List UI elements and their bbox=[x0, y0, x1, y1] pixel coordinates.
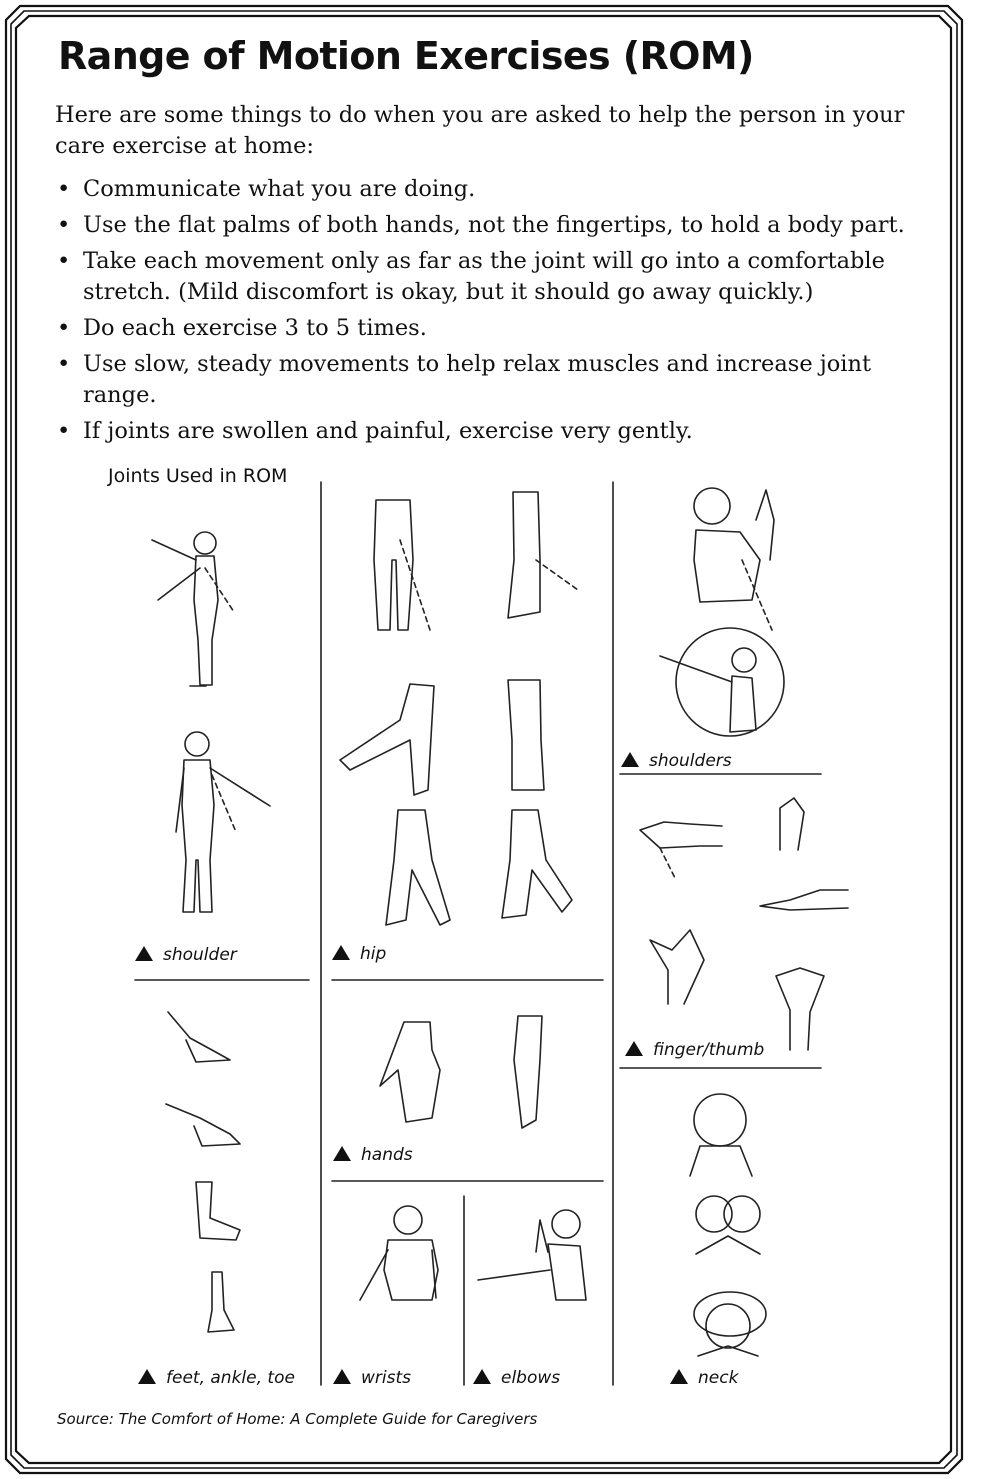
triangle-bullet-icon bbox=[332, 945, 350, 960]
source-citation: Source: The Comfort of Home: A Complete Guide for Caregivers bbox=[57, 1410, 538, 1428]
hip-figure-legs-6 bbox=[502, 810, 572, 918]
elbows-figure bbox=[478, 1210, 586, 1300]
caption-wrists: wrists bbox=[333, 1368, 411, 1388]
list-item: • If joints are swollen and painful, exercise very gently. bbox=[55, 416, 935, 447]
hip-figure-legs-3 bbox=[340, 684, 434, 795]
list-item: • Use slow, steady movements to help relax muscles and increase joint range. bbox=[55, 349, 935, 411]
shoulder-figure-raised bbox=[152, 532, 234, 686]
triangle-bullet-icon bbox=[333, 1369, 351, 1384]
finger-thumb-figure-3 bbox=[760, 890, 848, 910]
triangle-bullet-icon bbox=[621, 752, 639, 767]
caption-feet-ankle-toe: feet, ankle, toe bbox=[138, 1368, 295, 1388]
hands-figure-1 bbox=[380, 1022, 440, 1122]
finger-thumb-figure-1 bbox=[640, 822, 722, 880]
feet-figure-1 bbox=[168, 1012, 230, 1062]
neck-figure-2 bbox=[696, 1196, 760, 1254]
list-item: • Take each movement only as far as the joint will go into a comfortable stretch. (Mild discomfort is okay, but it should go away quickly.) bbox=[55, 246, 935, 308]
triangle-bullet-icon bbox=[333, 1146, 351, 1161]
hip-figure-legs-5 bbox=[386, 810, 450, 925]
triangle-bullet-icon bbox=[625, 1041, 643, 1056]
finger-thumb-figure-5 bbox=[776, 968, 824, 1050]
caption-hip: hip bbox=[332, 944, 386, 964]
list-item: • Use the flat palms of both hands, not the fingertips, to hold a body part. bbox=[55, 210, 935, 241]
hip-figure-legs-2 bbox=[508, 492, 578, 618]
triangle-bullet-icon bbox=[670, 1369, 688, 1384]
caption-shoulder: shoulder bbox=[135, 945, 237, 965]
finger-thumb-figure-2 bbox=[780, 798, 804, 850]
joints-section-title: Joints Used in ROM bbox=[108, 465, 288, 487]
hands-figure-2 bbox=[514, 1016, 542, 1128]
hip-figure-legs-4 bbox=[508, 680, 544, 790]
finger-thumb-figure-4 bbox=[650, 930, 704, 1004]
wrists-figure bbox=[360, 1206, 438, 1300]
caption-elbows: elbows bbox=[473, 1368, 560, 1388]
caption-neck: neck bbox=[670, 1368, 738, 1388]
triangle-bullet-icon bbox=[135, 946, 153, 961]
neck-figure-3 bbox=[694, 1292, 766, 1356]
shoulder-figure-side bbox=[176, 732, 270, 912]
list-item: • Communicate what you are doing. bbox=[55, 174, 935, 205]
feet-figure-2 bbox=[166, 1104, 240, 1146]
triangle-bullet-icon bbox=[138, 1369, 156, 1384]
feet-figure-3 bbox=[196, 1182, 240, 1240]
shoulders-figure-raised bbox=[694, 488, 774, 630]
list-item: • Do each exercise 3 to 5 times. bbox=[55, 313, 935, 344]
hip-figure-legs-1 bbox=[374, 500, 430, 630]
page-title: Range of Motion Exercises (ROM) bbox=[58, 34, 754, 78]
triangle-bullet-icon bbox=[473, 1369, 491, 1384]
caption-hands: hands bbox=[333, 1145, 413, 1165]
shoulders-figure-circle bbox=[660, 628, 784, 736]
intro-text: Here are some things to do when you are asked to help the person in your care exercise at home: bbox=[55, 102, 905, 159]
neck-figure-1 bbox=[690, 1094, 752, 1176]
caption-shoulders: shoulders bbox=[621, 751, 732, 771]
caption-finger-thumb: finger/thumb bbox=[625, 1040, 764, 1060]
feet-figure-4 bbox=[208, 1272, 234, 1332]
